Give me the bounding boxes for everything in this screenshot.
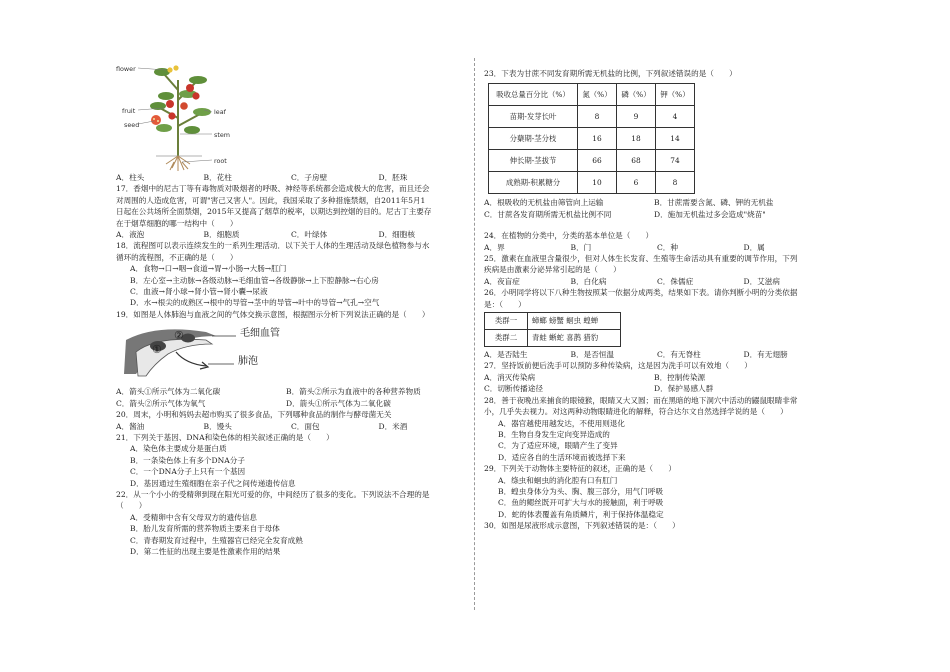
alveolus-gas-exchange-figure [116,322,356,382]
q29-option-d[interactable]: D．蛇的体表覆盖有角质鳞片，利于保持体温稳定 [498,509,664,519]
header-total-percent: 吸收总量百分比（%） [489,84,578,106]
animal-groups-table [484,312,621,347]
q26-option-b[interactable]: B．是否恒温 [570,350,615,360]
q25-stem-line1: 25．激素在血液里含量很少，但对人体生长发育、生殖等生命活动具有重要的调节作用，下列 [484,254,798,264]
row1-p: 9 [617,106,656,128]
marker-1: ① [152,343,162,357]
q23-option-b[interactable]: B．甘蔗需要含氮、磷、钾的无机盐 [654,198,774,208]
q26-option-a[interactable]: A．是否陆生 [484,350,528,360]
q24-options [484,242,830,253]
row2-p: 18 [617,128,656,150]
row4-k: 8 [656,172,695,194]
column-divider [474,58,475,610]
q27-options-row1 [484,372,830,383]
q27-option-b[interactable]: B．控制传染源 [654,372,706,382]
q29-option-b[interactable]: B．蝗虫身体分为头、胸、腹三部分，用气门呼吸 [498,486,664,496]
q27-option-a[interactable]: A．消灭传染病 [484,372,536,382]
q26-option-d[interactable]: D．有无翅膀 [743,350,788,360]
q16-option-b[interactable]: B．花柱 [203,173,232,182]
row4-n: 10 [578,172,617,194]
q23-option-d[interactable]: D．施加无机盐过多会造成"烧苗" [654,209,766,219]
q25-option-a[interactable]: A．夜盲症 [484,276,520,286]
table-row [489,150,695,172]
q29-stem-line1: 29．下列关于动物体主要特征的叙述，正确的是（ ） [484,464,676,474]
q27-option-d[interactable]: D．保护易感人群 [654,384,714,394]
row3-n: 66 [578,150,617,172]
q19-option-d[interactable]: D．箭头①所示气体为二氧化碳 [286,398,391,408]
q22-option-a[interactable]: A．受精卵中含有父母双方的遗传信息 [130,512,257,522]
q29-option-a[interactable]: A．绦虫和蛔虫的消化腔有口有肛门 [498,475,618,485]
q20-option-a[interactable]: A．酱油 [116,421,145,431]
q19-stem-line1: 19．如图是人体肺泡与血液之间的气体交换示意图，根据图示分析下列说法正确的是（ ） [116,309,430,319]
q18-option-a[interactable]: A．食物→口→咽→食道→胃→小肠→大肠→肛门 [130,264,287,274]
q18-stem-line1: 18．流程图可以表示连续发生的一系列生理活动．以下关于人体的生理活动及绿色植物参与水 [116,241,430,251]
q21-option-b[interactable]: B．一条染色体上有多个DNA分子 [130,455,245,465]
row2-n: 16 [578,128,617,150]
q17-stem-line3: 日起在公共场所全面禁烟，2015年又提高了烟草的税率，以期达到控烟的目的。尼古丁主要存 [116,207,432,217]
q17-stem-line2: 对周围的人造成危害，可谓"害己又害人"。因此，我国采取了多种措施禁烟，自2011年5月1 [116,195,426,205]
q27-option-c[interactable]: C．切断传播途径 [484,384,543,394]
row3-k: 74 [656,150,695,172]
q17-stem-line4: 在于烟草细胞的哪一结构中（ ） [116,218,238,228]
flower-label: flower [116,65,136,73]
header-nitrogen: 氮（%） [578,84,617,106]
q27-options-row2 [484,383,830,394]
table-row [489,172,695,194]
row2-stage: 分蘖期-茎分枝 [489,128,578,150]
row1-k: 4 [656,106,695,128]
table-row [489,106,695,128]
q20-option-d[interactable]: D．米酒 [378,421,408,431]
row1-n: 8 [578,106,617,128]
tomato-plant-figure [116,60,356,172]
q19-option-a[interactable]: A．箭头①所示气体为二氧化碳 [116,387,221,397]
leaf-label: leaf [214,108,226,116]
table-row [485,313,621,330]
q16-option-d[interactable]: D．胚珠 [378,173,408,182]
q21-option-d[interactable]: D．基因通过生殖细胞在亲子代之间传递遗传信息 [130,478,296,488]
q23-option-a[interactable]: A．根吸收的无机盐由筛管向上运输 [484,198,604,208]
q28-stem-line1: 28．善于夜晚出来捕食的眼镜猴，眼睛又大又圆；而在黑暗的地下洞穴中活动的鼹鼠眼睛非常 [484,395,798,405]
seed-label: seed [124,121,140,129]
q26-options [484,349,830,360]
q17-option-b[interactable]: B．细胞质 [203,230,240,240]
q18-option-b[interactable]: B．左心室→主动脉→各级动脉→毛细血管→各级静脉→上下腔静脉→右心房 [130,275,379,285]
q25-option-b[interactable]: B．白化病 [570,276,607,286]
group1-items: 蟑螂 螃蟹 蛔虫 蝗蝉 [528,313,621,330]
row4-p: 6 [617,172,656,194]
q17-option-d[interactable]: D．细胞核 [378,230,415,240]
q22-stem-line1: 22．从一个小小的受精卵到现在阳光可爱的你，中间经历了很多的变化。下列说法不合理的是 [116,489,430,499]
row3-stage: 伸长期-茎拔节 [489,150,578,172]
q22-stem-line2: （ ） [116,501,147,511]
q18-stem-line2: 循环的流程图，不正确的是（ ） [116,252,238,262]
q24-option-d[interactable]: D．属 [743,242,765,252]
q17-option-a[interactable]: A．液泡 [116,230,145,240]
q23-options-row1 [484,197,830,208]
q28-option-a[interactable]: A．器官越使用越发达，不使用则退化 [498,418,625,428]
q25-option-c[interactable]: C．侏儒症 [657,276,694,286]
marker-2: ② [174,329,184,343]
stem-label: stem [214,131,230,139]
q21-option-a[interactable]: A．染色体主要成分是蛋白质 [130,444,227,454]
q22-option-b[interactable]: B．胎儿发育所需的营养物质主要来自于母体 [130,524,280,534]
q25-stem-line2: 疾病是由激素分泌异常引起的是（ ） [484,265,621,275]
q20-option-c[interactable]: C．面包 [291,421,320,431]
right-column [484,68,830,532]
q26-option-c[interactable]: C．有无脊柱 [657,350,701,360]
q16-option-a[interactable]: A．柱头 [116,173,145,182]
group1-label: 类群一 [485,313,528,330]
table-row [489,128,695,150]
group2-items: 青蛙 蜥蛇 喜鹊 猎豹 [528,330,621,347]
q21-stem-line1: 21．下列关于基因、DNA和染色体的相关叙述正确的是（ ） [116,432,334,442]
alveolus-label: 肺泡 [238,356,258,368]
q19-options-row1 [116,386,466,397]
q26-stem-line1: 26．小明同学将以下八种生物按照某一依据分成两类，结果如下表。请你判断小明的分类依据 [484,288,798,298]
q20-stem-line1: 20．周末，小明和妈妈去超市购买了很多食品，下列哪种食品的制作与酵母菌无关 [116,410,392,420]
q23-options-row2 [484,209,830,220]
header-potassium: 钾（%） [656,84,695,106]
q17-stem-line1: 17．香烟中的尼古丁等有毒物质对吸烟者的呼吸、神经等系统都会造成极大的危害，而且还会 [116,184,430,194]
header-phosphorus: 磷（%） [617,84,656,106]
q20-options [116,421,466,432]
q24-stem-line1: 24．在植物的分类中，分类的基本单位是（ ） [484,231,654,241]
q28-option-c[interactable]: C．为了适应环境，眼睛产生了变异 [498,441,618,451]
q28-option-b[interactable]: B．生物自身发生定向变异造成的 [498,429,610,439]
capillary-label: 毛细血管 [240,328,280,340]
fruit-label: fruit [122,107,136,115]
q18-option-d[interactable]: D．水→根尖的成熟区→根中的导管→茎中的导管→叶中的导管→气孔→空气 [130,298,380,308]
q19-option-c[interactable]: C．箭头②所示气体为氧气 [116,398,206,408]
q19-options-row2 [116,398,466,409]
q25-option-d[interactable]: D．艾滋病 [743,276,780,286]
q17-option-c[interactable]: C．叶绿体 [291,230,328,240]
tomato-plant-drawing [116,60,356,172]
q24-option-c[interactable]: C．种 [657,242,678,252]
table-row [485,330,621,347]
q16-options [116,172,466,183]
q22-option-d[interactable]: D．第二性征的出现主要是性激素作用的结果 [130,546,281,556]
q30-stem-line1: 30．如图是尿液形成示意图，下列叙述错误的是：（ ） [484,521,680,531]
q24-option-b[interactable]: B．门 [570,242,592,252]
q29-option-c[interactable]: C．鱼的鳃丝既开可扩大与水的接触面，利于呼吸 [498,498,664,508]
q21-option-c[interactable]: C．一个DNA分子上只有一个基因 [130,467,246,477]
table-header-row [489,84,695,106]
q26-stem-line2: 是：（ ） [484,299,526,309]
root-label: root [214,157,227,165]
q24-option-a[interactable]: A．界 [484,242,505,252]
q17-options [116,229,466,240]
q27-stem-line1: 27．坚持饭前便后洗手可以预防多种传染病，这是因为洗手可以有效地（ ） [484,361,752,371]
row3-p: 68 [617,150,656,172]
sugarcane-mineral-table [488,83,695,194]
q19-option-b[interactable]: B．箭头②所示为血液中的各种营养物质 [286,387,421,397]
q22-option-c[interactable]: C．青春期发育过程中，生殖器官已经完全发育成熟 [130,535,303,545]
q23-stem-line1: 23．下表为甘蔗不同发育期所需无机盐的比例，下列叙述错误的是（ ） [484,69,737,78]
group2-label: 类群二 [485,330,528,347]
q25-options [484,276,830,287]
q18-option-c[interactable]: C．血液→肾小球→肾小管→肾小囊→尿液 [130,287,268,297]
q20-option-b[interactable]: B．馒头 [203,421,232,431]
q28-stem-line2: 小，几乎失去视力。对这两种动物眼睛进化的解释，符合达尔文自然选择学说的是（ ） [484,407,788,417]
row4-stage: 成熟期-积累糖分 [489,172,578,194]
left-column [116,60,466,557]
q23-option-c[interactable]: C．甘蔗各发育期所需无机盐比例不同 [484,209,612,219]
q28-option-d[interactable]: D．适应各自的生活环境而被选择下来 [498,452,626,462]
q16-option-c[interactable]: C．子房壁 [291,173,328,182]
row1-stage: 苗期-发芽长叶 [489,106,578,128]
row2-k: 14 [656,128,695,150]
